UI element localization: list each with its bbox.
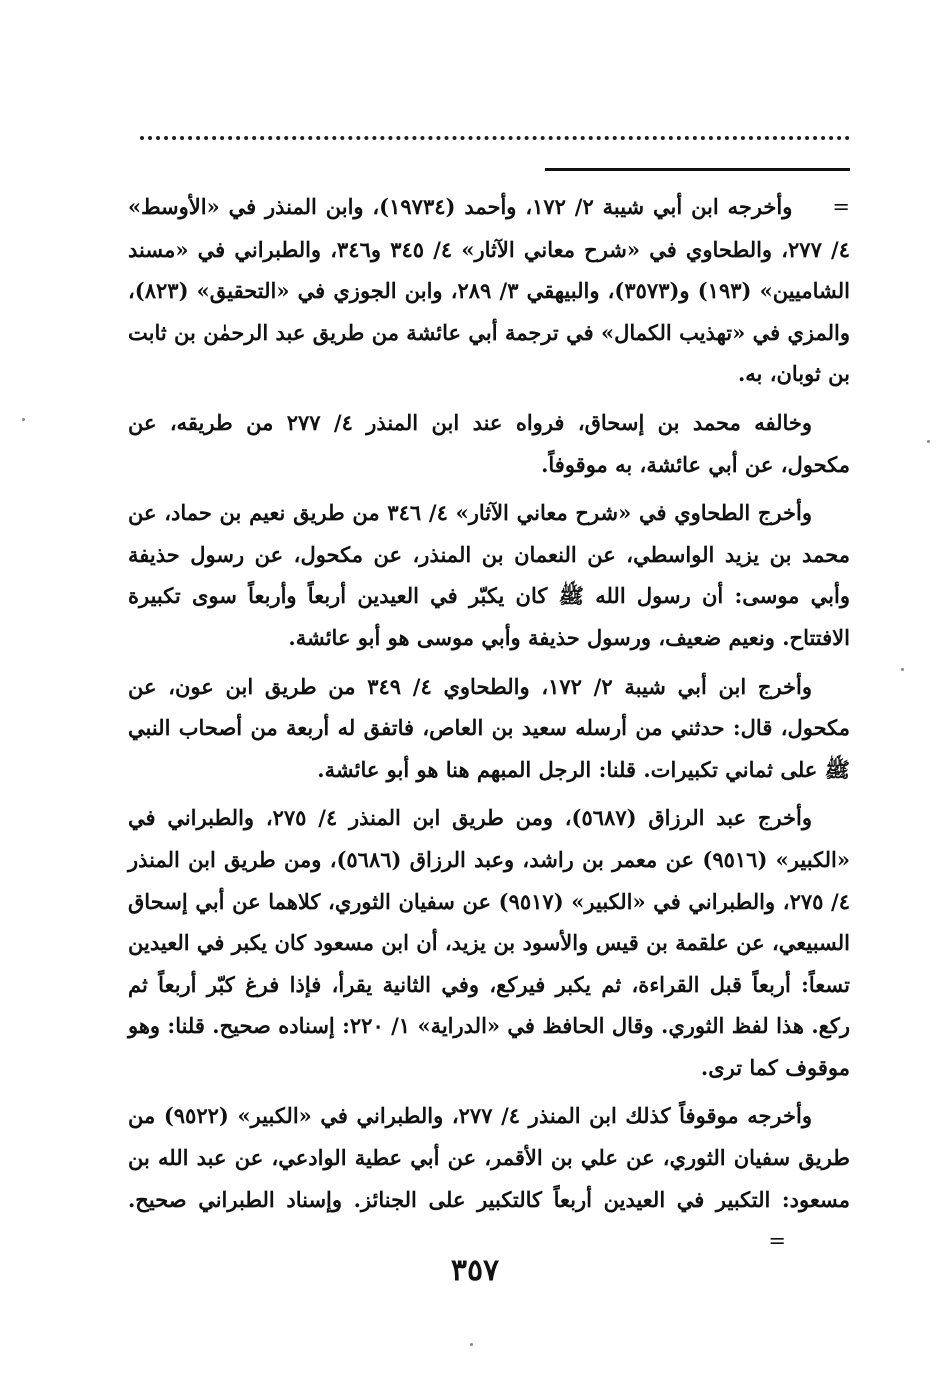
paragraph-text: وأخرجه ابن أبي شيبة ٢/ ١٧٢، وأحمد (١٩٧٣٤)، وابن المنذر في «الأوسط» ٤/ ٢٧٧، والطحاوي في «شرح معاني الآثار» ٤/ ٣٤٥ و٣٤٦، والطبراني في «مسند الشاميين» (١٩٣) و(٣٥٧٣)، والبيهقي ٣/ ٢٨٩، وابن الجوزي في «التحقيق» (٨٢٣)، والمزي في «تهذيب الكمال» في ترجمة أبي عائشة من طريق عبد الرحمٰن بن ثابت بن ثوبان، به. [128,194,851,387]
scan-speck [22,418,25,421]
scan-speck [901,668,904,671]
dotted-separator [140,136,850,140]
paragraph-text: وأخرج الطحاوي في «شرح معاني الآثار» ٤/ ٣٤٦ من طريق نعيم بن حماد، عن محمد بن يزيد الواسطي، عن النعمان بن المنذر، عن مكحول، عن رسول حذيفة وأبي موسى: أن رسول الله ﷺ كان يكبّر في العيدين أربعاً وأربعاً سوى تكبيرة الافتتاح. ونعيم ضعيف، ورسول حذيفة وأبي موسى هو أبو عائشة. [128,500,850,650]
footnote-paragraph-3 [128,492,850,658]
footnote-paragraph-5 [128,797,850,1088]
page-number: ٣٥٧ [450,1253,500,1288]
scan-speck [927,440,930,443]
paragraph-text: وأخرجه موقوفاً كذلك ابن المنذر ٤/ ٢٧٧، والطبراني في «الكبير» (٩٥٢٢) من طريق سفيان الثوري، عن علي بن الأقمر، عن أبي عطية الوادعي، عن عبد الله بن مسعود: التكبير في العيدين أربعاً كالتكبير على الجنائز. وإسناد الطبراني صحيح. [128,1103,850,1212]
paragraph-text: وأخرج عبد الرزاق (٥٦٨٧)، ومن طريق ابن المنذر ٤/ ٢٧٥، والطبراني في «الكبير» (٩٥١٦) عن معمر بن راشد، وعبد الرزاق (٥٦٨٦)، ومن طريق ابن المنذر ٤/ ٢٧٥، والطبراني في «الكبير» (٩٥١٧) عن سفيان الثوري، كلاهما عن أبي إسحاق السبيعي، عن علقمة بن قيس والأسود بن يزيد، أن ابن مسعود كان يكبر في العيدين تسعاً: أربعاً قبل القراءة، ثم يكبر فيركع، وفي الثانية يقرأ، فإذا فرغ كبّر أربعاً ثم ركع. هذا لفظ الثوري. وقال الحافظ في «الدراية» ١/ ٢٢٠: إسناده صحيح. قلنا: وهو موقوف كما ترى. [128,805,850,1080]
footnote-paragraph-6 [128,1095,850,1262]
footnotes-block [128,186,850,1270]
paragraph-text: وخالفه محمد بن إسحاق، فرواه عند ابن المنذر ٤/ ٢٧٧ من طريقه، عن مكحول، عن أبي عائشة، به موقوفاً. [128,409,850,477]
footnote-paragraph-1 [128,186,850,395]
end-mark: = [768,1229,786,1254]
footnote-rule [545,168,850,171]
footnote-paragraph-2 [128,402,850,485]
continuation-mark: = [832,195,850,219]
paragraph-text: وأخرج ابن أبي شيبة ٢/ ١٧٢، والطحاوي ٤/ ٣٤٩ من طريق ابن عون، عن مكحول، قال: حدثني من أرسله سعيد بن العاص، فاتفق له أربعة من أصحاب النبي ﷺ على ثماني تكبيرات. قلنا: الرجل المبهم هنا هو أبو عائشة. [128,673,850,782]
footnote-paragraph-4 [128,666,850,791]
scan-speck [470,1343,473,1346]
